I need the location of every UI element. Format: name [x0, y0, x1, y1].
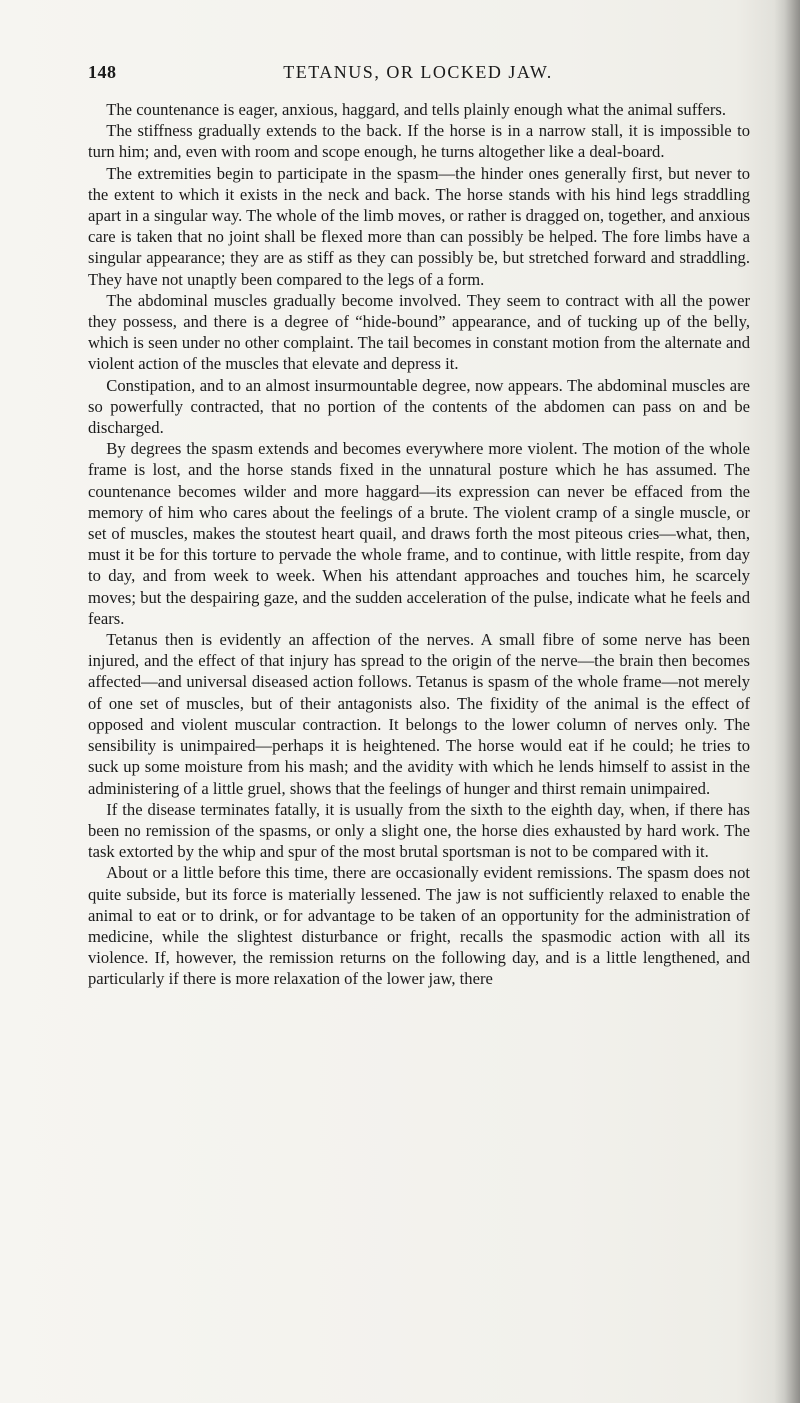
- paragraph: The stiffness gradually extends to the back. If the horse is in a narrow stall, it is impossible to turn him; and, even with room and scope enough, he turns altogether like a deal-board.: [88, 121, 750, 162]
- page-edge-shadow: [774, 0, 800, 1403]
- paragraph: The abdominal muscles gradually become involved. They seem to contract with all the power they possess, and there is a degree of “hide-bound” appearance, and of tucking up of the belly, which is seen under no other complaint. The tail becomes in constant motion from the alternate and violent action of the muscles that elevate and depress it.: [88, 290, 750, 374]
- paragraph: Tetanus then is evidently an affection of the nerves. A small fibre of some nerve has been injured, and the effect of that injury has spread to the origin of the nerve—the brain then becomes affected—and universal diseased action follows. Tetanus is spasm of the whole frame—not merely of one set of muscles, but of their antagonists also. The fixidity of the animal is the effect of opposed and violent muscular contraction. It belongs to the lower column of nerves only. The sensibility is unimpaired—perhaps it is heightened. The horse would eat if he could; he tries to suck up some moisture from his mash; and the avidity with which he lends himself to assist in the administering of a little gruel, shows that the feelings of hunger and thirst remain unimpaired.: [88, 630, 750, 798]
- paragraph: Constipation, and to an almost insurmountable degree, now appears. The abdominal muscles are so powerfully contracted, that no portion of the contents of the abdomen can pass on and be discharged.: [88, 375, 750, 438]
- page-header: [88, 62, 748, 86]
- paragraph: If the disease terminates fatally, it is usually from the sixth to the eighth day, when, if there has been no remission of the spasms, or only a slight one, the horse dies exhausted by hard work. The task extorted by the whip and spur of the most brutal sportsman is not to be compared with it.: [88, 799, 750, 862]
- body-text: [88, 99, 750, 990]
- paragraph: About or a little before this time, there are occasionally evident remissions. The spasm does not quite subside, but its force is materially lessened. The jaw is not sufficiently relaxed to enable the animal to eat or to drink, or for advantage to be taken of an opportunity for the administration of medicine, while the slightest disturbance or fright, recalls the spasmodic action with all its violence. If, however, the remission returns on the following day, and is a little lengthened, and particularly if there is more relaxation of the lower jaw, there: [88, 863, 750, 989]
- paragraph: The extremities begin to participate in the spasm—the hinder ones generally first, but never to the extent to which it exists in the neck and back. The horse stands with his hind legs straddling apart in a singular way. The whole of the limb moves, or rather is dragged on, together, and anxious care is taken that no joint shall be flexed more than can possibly be helped. The fore limbs have a singular appearance; they are as stiff as they can possibly be, but stretched forward and straddling. They have not unaptly been compared to the legs of a form.: [88, 163, 750, 289]
- paragraph: By degrees the spasm extends and becomes everywhere more violent. The motion of the whole frame is lost, and the horse stands fixed in the unnatural posture which he has assumed. The countenance becomes wilder and more haggard—its expression can never be effaced from the memory of him who cares about the feelings of a brute. The violent cramp of a single muscle, or set of muscles, makes the stoutest heart quail, and draws forth the most piteous cries—what, then, must it be for this torture to pervade the whole frame, and to continue, with little respite, from day to day, and from week to week. When his attendant approaches and touches him, he scarcely moves; but the despairing gaze, and the sudden acceleration of the pulse, indicate what he feels and fears.: [88, 439, 750, 628]
- page-number: 148: [88, 62, 117, 82]
- paragraph: The countenance is eager, anxious, haggard, and tells plainly enough what the animal suffers.: [106, 100, 726, 119]
- running-title: TETANUS, OR LOCKED JAW.: [283, 62, 553, 82]
